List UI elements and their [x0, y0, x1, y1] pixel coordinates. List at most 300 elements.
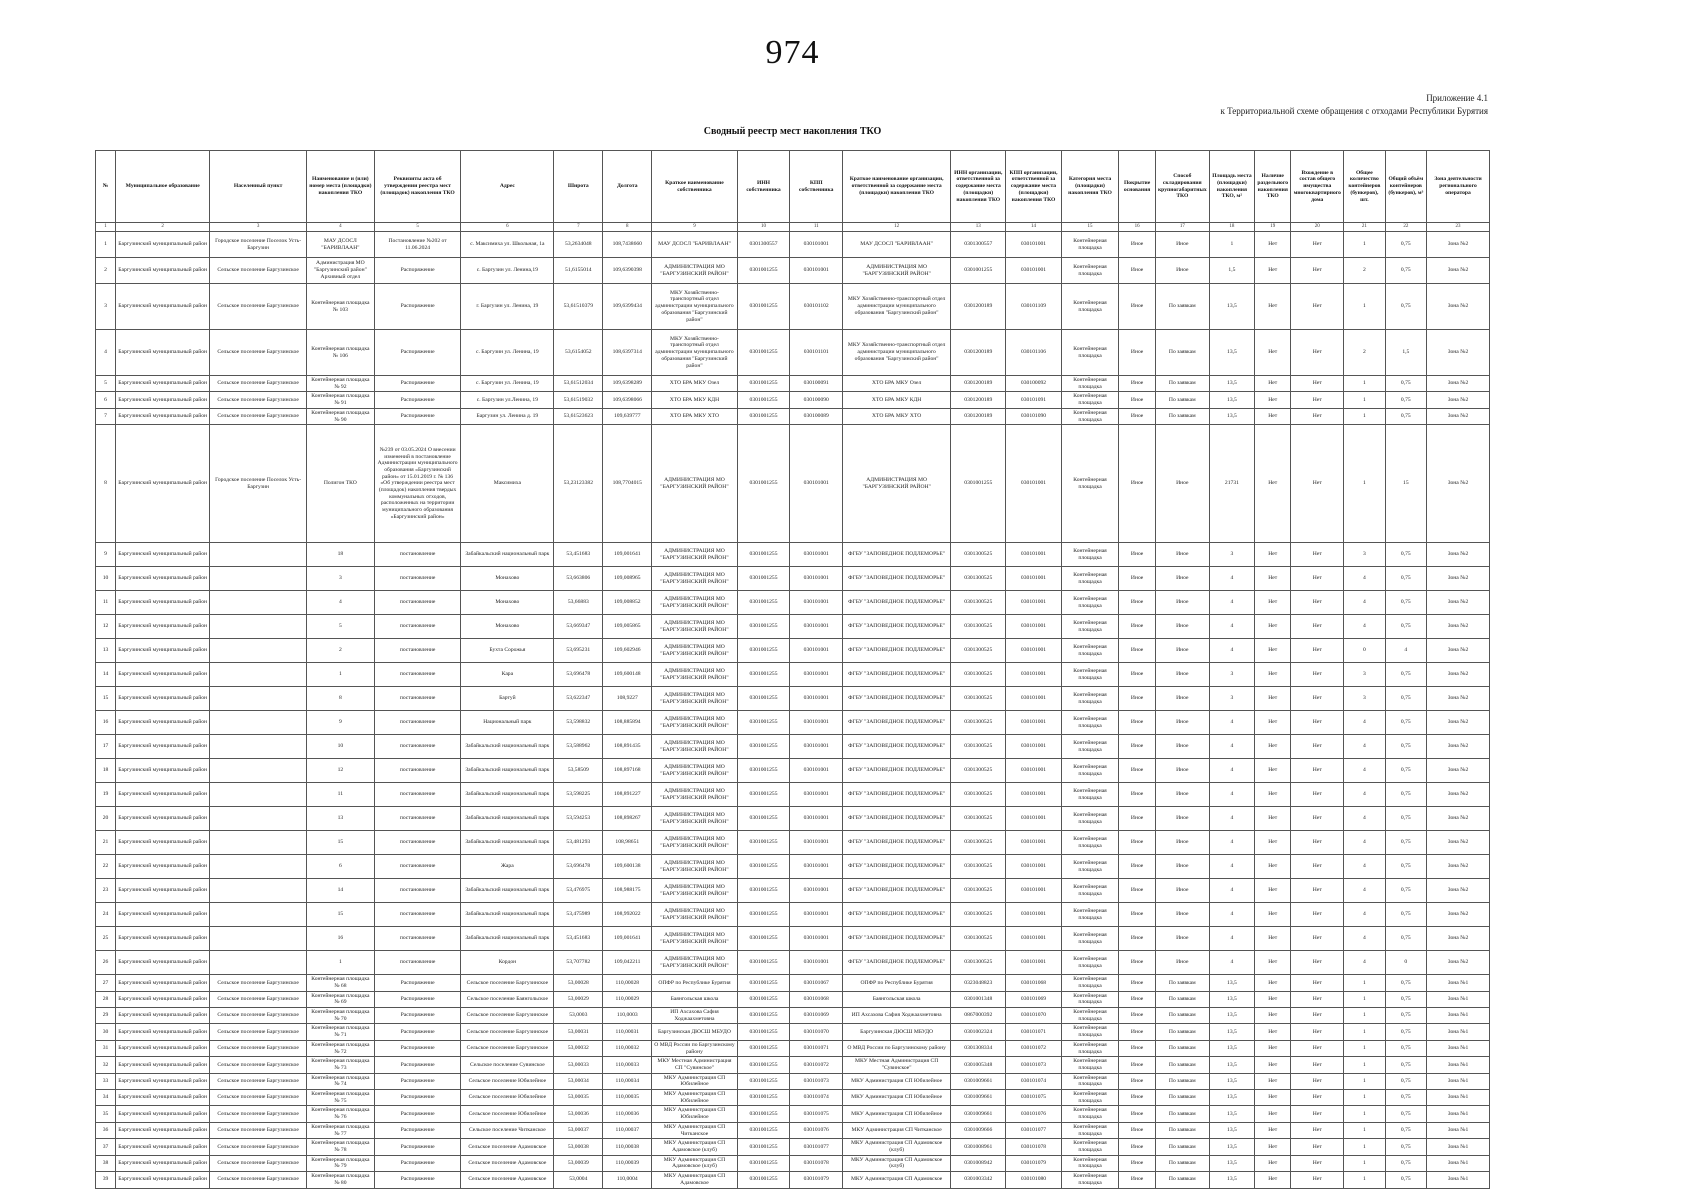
table-cell: 0301001255	[951, 425, 1006, 543]
table-cell: 3	[306, 567, 374, 591]
column-header: Краткое наименование собственника	[652, 151, 737, 223]
table-cell: 0301300525	[951, 639, 1006, 663]
table-cell: 0301009661	[951, 1073, 1006, 1089]
column-number-cell: 17	[1155, 223, 1209, 232]
table-cell: Нет	[1291, 392, 1344, 408]
table-cell: 4	[1209, 879, 1254, 903]
table-cell: Нет	[1255, 991, 1291, 1007]
table-cell: 0301001255	[737, 1155, 790, 1171]
table-cell: 110,00031	[603, 1024, 652, 1040]
table-cell: 15	[96, 687, 116, 711]
table-cell: 0301001255	[737, 783, 790, 807]
table-cell: 53,00029	[554, 991, 603, 1007]
table-cell: Нет	[1291, 639, 1344, 663]
table-cell: ФГБУ "ЗАПОВЕДНОЕ ПОДЛЕМОРЬЕ"	[843, 735, 951, 759]
table-cell: 13,5	[1209, 284, 1254, 330]
table-cell: Баргузинский муниципальный район	[116, 1024, 210, 1040]
table-cell: Контейнерная площадка	[1061, 1172, 1119, 1188]
table-cell: Контейнерная площадка	[1061, 232, 1119, 258]
table-cell: Иное	[1119, 639, 1155, 663]
table-cell: 030101001	[1006, 258, 1061, 284]
table-cell: Контейнерная площадка	[1061, 783, 1119, 807]
table-cell: 030101069	[790, 1008, 843, 1024]
table-cell: О МВД России по Баргузинскому району	[652, 1040, 737, 1056]
table-cell: 53,00028	[554, 975, 603, 991]
table-cell: Зона №2	[1427, 258, 1490, 284]
table-cell: 0301300557	[737, 232, 790, 258]
table-cell: Распоряжение	[374, 330, 461, 376]
table-cell: 1	[1344, 408, 1385, 424]
table-cell: Баргузинский муниципальный район	[116, 1155, 210, 1171]
table-cell: №239 от 03.05.2024 О внесении изменений в постановление Администрации муниципального образования «Баргузинский район» от 15.01.2019 г. № 136 «Об утверждении реестра мест (площадок) накопления твердых коммунальных отходов, расположенных на территории муниципального образования «Баргузинский район»	[374, 425, 461, 543]
table-cell: Нет	[1291, 615, 1344, 639]
table-cell: 53,695231	[554, 639, 603, 663]
table-cell: Баргузинский муниципальный район	[116, 831, 210, 855]
table-cell: Контейнерная площадка	[1061, 855, 1119, 879]
table-cell: 14	[306, 879, 374, 903]
table-cell: 36	[96, 1122, 116, 1138]
table-cell: Баргузинский муниципальный район	[116, 408, 210, 424]
table-cell: с. Баргузин ул. Ленина, 19	[461, 330, 554, 376]
table-cell: 4	[1344, 879, 1385, 903]
table-cell: 0,75	[1385, 1073, 1426, 1089]
table-cell: 030100089	[790, 408, 843, 424]
table-cell: 13,5	[1209, 330, 1254, 376]
table-cell: Иное	[1155, 735, 1209, 759]
table-cell: Нет	[1291, 975, 1344, 991]
table-cell: 0,75	[1385, 783, 1426, 807]
table-cell: 0301300525	[951, 951, 1006, 975]
table-cell: Иное	[1155, 759, 1209, 783]
table-cell: 109,6398289	[603, 376, 652, 392]
table-cell: АДМИНИСТРАЦИЯ МО "БАРГУЗИНСКИЙ РАЙОН"	[652, 759, 737, 783]
table-row	[96, 783, 1490, 807]
table-cell: 1	[1344, 425, 1385, 543]
table-cell: 4	[1209, 831, 1254, 855]
table-cell: Нет	[1255, 855, 1291, 879]
table-cell: постановление	[374, 831, 461, 855]
table-cell: Зона №1	[1427, 975, 1490, 991]
table-cell: 0301001255	[737, 735, 790, 759]
table-cell: АДМИНИСТРАЦИЯ МО "БАРГУЗИНСКИЙ РАЙОН"	[652, 807, 737, 831]
table-cell: Нет	[1255, 879, 1291, 903]
table-cell: По заявкам	[1155, 1057, 1209, 1073]
table-cell: МКУ Хозяйственно-транспортный отдел администрации муниципального образования "Баргузинский район"	[652, 284, 737, 330]
table-cell: постановление	[374, 663, 461, 687]
table-cell: Сельское поселение Баргузинское	[210, 1155, 307, 1171]
table-cell: ФГБУ "ЗАПОВЕДНОЕ ПОДЛЕМОРЬЕ"	[843, 567, 951, 591]
table-cell: 13,5	[1209, 376, 1254, 392]
table-cell: О МВД России по Баргузинскому району	[843, 1040, 951, 1056]
table-cell: Баргузинский муниципальный район	[116, 232, 210, 258]
table-cell: Баргузинский муниципальный район	[116, 903, 210, 927]
table-cell: 030101001	[790, 687, 843, 711]
table-cell: Зона №2	[1427, 567, 1490, 591]
table-cell: Контейнерная площадка № 79	[306, 1155, 374, 1171]
table-cell: Нет	[1255, 392, 1291, 408]
table-cell: 0,75	[1385, 284, 1426, 330]
table-cell: 25	[96, 927, 116, 951]
table-cell: 4	[1344, 615, 1385, 639]
table-cell: По заявкам	[1155, 1106, 1209, 1122]
table-cell: 0301001255	[737, 425, 790, 543]
table-cell: Бухта Сорожья	[461, 639, 554, 663]
table-cell: Максимиха	[461, 425, 554, 543]
table-cell: 53,61510379	[554, 284, 603, 330]
table-cell: Контейнерная площадка	[1061, 1122, 1119, 1138]
table-cell: Контейнерная площадка № 77	[306, 1122, 374, 1138]
table-cell: 030101001	[790, 663, 843, 687]
table-cell: 030101001	[1006, 711, 1061, 735]
table-cell: 27	[96, 975, 116, 991]
table-cell: Контейнерная площадка № 103	[306, 284, 374, 330]
table-cell: 10	[306, 735, 374, 759]
table-cell: Иное	[1155, 855, 1209, 879]
table-cell: Нет	[1255, 284, 1291, 330]
table-cell: Сельское поселение Баргузинское	[210, 975, 307, 991]
table-cell: 0301008942	[951, 1155, 1006, 1171]
table-cell: Зона №2	[1427, 376, 1490, 392]
table-cell: 0301001255	[737, 1172, 790, 1188]
table-cell: постановление	[374, 879, 461, 903]
table-cell: Нет	[1255, 615, 1291, 639]
table-cell: постановление	[374, 591, 461, 615]
table-cell: АДМИНИСТРАЦИЯ МО "БАРГУЗИНСКИЙ РАЙОН"	[652, 831, 737, 855]
table-cell: Баргузинский муниципальный район	[116, 1172, 210, 1188]
table-cell: Иное	[1119, 425, 1155, 543]
table-cell: 110,00033	[603, 1057, 652, 1073]
table-cell: Контейнерная площадка	[1061, 408, 1119, 424]
table-cell: МКУ Администрация СП Читканское	[652, 1122, 737, 1138]
table-cell: 1	[1209, 232, 1254, 258]
table-cell: 1	[1344, 1024, 1385, 1040]
table-cell: 0301001255	[737, 711, 790, 735]
table-cell: По заявкам	[1155, 1090, 1209, 1106]
table-cell: 0301001255	[737, 1008, 790, 1024]
table-cell: Распоряжение	[374, 1122, 461, 1138]
table-cell: Нет	[1255, 1008, 1291, 1024]
table-cell: Жара	[461, 855, 554, 879]
table-cell: 53,0003	[554, 1008, 603, 1024]
table-cell: Зона №2	[1427, 408, 1490, 424]
table-cell: 1	[1344, 1172, 1385, 1188]
table-cell: 030101068	[790, 991, 843, 1007]
table-cell: Иное	[1155, 258, 1209, 284]
table-row	[96, 1024, 1490, 1040]
table-cell: Зона №1	[1427, 1040, 1490, 1056]
column-number-cell: 9	[652, 223, 737, 232]
table-cell: Зона №2	[1427, 543, 1490, 567]
table-cell: 0301300525	[951, 591, 1006, 615]
table-cell: По заявкам	[1155, 1155, 1209, 1171]
table-cell: Иное	[1155, 831, 1209, 855]
table-cell: 4	[1344, 759, 1385, 783]
table-cell: Баргузинский муниципальный район	[116, 425, 210, 543]
table-cell: 13,5	[1209, 1040, 1254, 1056]
table-cell: АДМИНИСТРАЦИЯ МО "БАРГУЗИНСКИЙ РАЙОН"	[652, 639, 737, 663]
table-cell: Баргузинский муниципальный район	[116, 975, 210, 991]
column-number-cell: 10	[737, 223, 790, 232]
table-cell: Иное	[1119, 1106, 1155, 1122]
table-row	[96, 284, 1490, 330]
table-cell: Нет	[1291, 232, 1344, 258]
table-cell: МАУ ДСОСЛ "БАРИВЛААН"	[652, 232, 737, 258]
table-cell: Иное	[1119, 258, 1155, 284]
table-cell: Контейнерная площадка	[1061, 543, 1119, 567]
column-number-cell: 15	[1061, 223, 1119, 232]
table-cell: Баргузинский муниципальный район	[116, 376, 210, 392]
table-cell: 030101078	[1006, 1139, 1061, 1155]
table-cell: Баянгольская школа	[652, 991, 737, 1007]
table-cell: Зона №2	[1427, 284, 1490, 330]
table-cell: 29	[96, 1008, 116, 1024]
table-cell: 0,75	[1385, 855, 1426, 879]
table-cell: 030101069	[1006, 991, 1061, 1007]
table-cell: постановление	[374, 759, 461, 783]
table-cell: 030101075	[790, 1106, 843, 1122]
table-cell: постановление	[374, 639, 461, 663]
table-cell: Баргузинский муниципальный район	[116, 951, 210, 975]
table-cell: Нет	[1291, 330, 1344, 376]
table-cell: Сельское поселение Баргузинское	[210, 1139, 307, 1155]
table-cell: 030101001	[790, 759, 843, 783]
table-cell: 4	[1209, 759, 1254, 783]
column-number-cell: 19	[1255, 223, 1291, 232]
table-cell: Распоряжение	[374, 1008, 461, 1024]
table-cell: Контейнерная площадка	[1061, 1040, 1119, 1056]
table-cell: По заявкам	[1155, 1040, 1209, 1056]
table-cell: 53,2634048	[554, 232, 603, 258]
table-cell: Иное	[1155, 543, 1209, 567]
table-cell: Сельское поселение Баргузинское	[210, 408, 307, 424]
table-cell: Зона №2	[1427, 232, 1490, 258]
table-row	[96, 687, 1490, 711]
table-cell: 3	[1209, 543, 1254, 567]
table-cell: 0,75	[1385, 567, 1426, 591]
table-cell: 030101078	[790, 1155, 843, 1171]
table-cell: 34	[96, 1090, 116, 1106]
table-cell: 1	[1344, 1090, 1385, 1106]
table-cell: 13,5	[1209, 392, 1254, 408]
table-cell: 0,75	[1385, 1155, 1426, 1171]
table-cell: Иное	[1155, 639, 1209, 663]
table-cell: Нет	[1255, 663, 1291, 687]
table-cell: Иное	[1119, 783, 1155, 807]
table-cell: 0301300525	[951, 831, 1006, 855]
table-cell: 030101001	[1006, 927, 1061, 951]
table-row	[96, 1008, 1490, 1024]
table-cell: Нет	[1255, 258, 1291, 284]
table-cell: Городское поселение Поселок Усть-Баргузин	[210, 425, 307, 543]
table-cell: 030101073	[1006, 1057, 1061, 1073]
table-cell: Баргузинский муниципальный район	[116, 1040, 210, 1056]
table-cell: 0,75	[1385, 759, 1426, 783]
table-cell: Контейнерная площадка	[1061, 392, 1119, 408]
table-cell: 030101001	[790, 855, 843, 879]
table-cell: Иное	[1155, 567, 1209, 591]
table-cell: Монахово	[461, 567, 554, 591]
table-cell: Иное	[1119, 831, 1155, 855]
table-cell: 0,75	[1385, 543, 1426, 567]
table-cell: 108,885894	[603, 711, 652, 735]
table-cell: 0301001255	[737, 951, 790, 975]
table-cell: МКУ Администрация СП Читканское	[843, 1122, 951, 1138]
table-cell: 13,5	[1209, 1073, 1254, 1089]
table-cell: 9	[306, 711, 374, 735]
table-cell: 1,5	[1209, 258, 1254, 284]
table-cell: МКУ Администрация СП Адамовское	[652, 1172, 737, 1188]
table-cell: Баргузинский муниципальный район	[116, 639, 210, 663]
table-cell: 030101001	[1006, 783, 1061, 807]
table-cell: 0301300525	[951, 879, 1006, 903]
table-row	[96, 1122, 1490, 1138]
table-cell: Национальный парк	[461, 711, 554, 735]
table-cell: АДМИНИСТРАЦИЯ МО "БАРГУЗИНСКИЙ РАЙОН"	[652, 258, 737, 284]
table-cell: Нет	[1291, 408, 1344, 424]
table-cell: 030101001	[790, 831, 843, 855]
table-cell: Сельское поселение Баргузинское	[210, 1106, 307, 1122]
table-cell: 0301001255	[737, 408, 790, 424]
table-cell: 0,75	[1385, 1024, 1426, 1040]
table-cell: 0301001255	[737, 975, 790, 991]
column-number-cell: 7	[554, 223, 603, 232]
table-cell: 110,00035	[603, 1090, 652, 1106]
doc-title: Сводный реестр мест накопления ТКО	[703, 126, 882, 137]
table-cell: Контейнерная площадка № 75	[306, 1090, 374, 1106]
table-cell: 53,588962	[554, 735, 603, 759]
table-cell: Забайкальский национальный парк	[461, 735, 554, 759]
table-cell: Сельское поселение Сувинское	[461, 1057, 554, 1073]
table-cell: Зона №2	[1427, 639, 1490, 663]
table-cell: 0	[1344, 639, 1385, 663]
table-cell: 53,0004	[554, 1172, 603, 1188]
table-cell: ФГБУ "ЗАПОВЕДНОЕ ПОДЛЕМОРЬЕ"	[843, 879, 951, 903]
table-cell: Нет	[1255, 807, 1291, 831]
table-cell: 108,7438660	[603, 232, 652, 258]
table-cell	[210, 711, 307, 735]
table-cell: Сельское поселение Баргузинское	[210, 1122, 307, 1138]
table-cell: Баргузинский муниципальный район	[116, 687, 210, 711]
table-cell: МКУ Администрация СП Юбилейное	[652, 1106, 737, 1122]
column-number-cell: 16	[1119, 223, 1155, 232]
table-cell: Иное	[1119, 408, 1155, 424]
table-cell: 110,00029	[603, 991, 652, 1007]
table-cell: 0,75	[1385, 663, 1426, 687]
table-cell: Контейнерная площадка № 90	[306, 408, 374, 424]
table-cell: 030101001	[1006, 591, 1061, 615]
table-cell: Нет	[1255, 567, 1291, 591]
table-cell: 2	[1344, 330, 1385, 376]
table-cell: 0301001255	[737, 591, 790, 615]
table-cell: Городское поселение Поселок Усть-Баргузин	[210, 232, 307, 258]
table-cell: По заявкам	[1155, 1073, 1209, 1089]
table-cell: Баргузинский муниципальный район	[116, 783, 210, 807]
column-header: Долгота	[603, 151, 652, 223]
table-cell: 030101102	[790, 284, 843, 330]
table-cell: Баргузинский муниципальный район	[116, 1057, 210, 1073]
table-cell: АДМИНИСТРАЦИЯ МО "БАРГУЗИНСКИЙ РАЙОН"	[652, 927, 737, 951]
table-cell: Баргузинский муниципальный район	[116, 927, 210, 951]
table-cell: 1,5	[1385, 330, 1426, 376]
table-cell: 53,622347	[554, 687, 603, 711]
table-cell: Нет	[1291, 687, 1344, 711]
table-cell: 1	[306, 951, 374, 975]
table-cell: Нет	[1291, 831, 1344, 855]
table-row	[96, 615, 1490, 639]
table-cell: 0301200189	[951, 392, 1006, 408]
table-cell: 030101001	[790, 232, 843, 258]
table-cell: Зона №2	[1427, 855, 1490, 879]
table-cell: 030101001	[1006, 807, 1061, 831]
table-cell: Нет	[1291, 1040, 1344, 1056]
column-number-cell: 23	[1427, 223, 1490, 232]
table-row	[96, 330, 1490, 376]
table-cell: 030101001	[1006, 735, 1061, 759]
table-cell: Контейнерная площадка № 78	[306, 1139, 374, 1155]
header-row	[96, 151, 1490, 223]
table-cell: Контейнерная площадка № 92	[306, 376, 374, 392]
table-cell: 110,00028	[603, 975, 652, 991]
table-cell: 0,75	[1385, 1122, 1426, 1138]
table-cell: Распоряжение	[374, 975, 461, 991]
table-cell: 030101001	[1006, 687, 1061, 711]
column-number-cell: 21	[1344, 223, 1385, 232]
table-cell: 0301001255	[737, 258, 790, 284]
table-cell: 109,602946	[603, 639, 652, 663]
table-cell: АДМИНИСТРАЦИЯ МО "БАРГУЗИНСКИЙ РАЙОН"	[652, 663, 737, 687]
table-cell	[210, 807, 307, 831]
table-cell: 30	[96, 1024, 116, 1040]
table-cell: Контейнерная площадка № 71	[306, 1024, 374, 1040]
table-cell: 4	[1209, 903, 1254, 927]
table-cell: постановление	[374, 807, 461, 831]
table-cell: 030101077	[790, 1139, 843, 1155]
table-cell: 030101001	[1006, 663, 1061, 687]
table-cell: 53,696478	[554, 855, 603, 879]
table-cell: 53,6154052	[554, 330, 603, 376]
table-cell: Нет	[1291, 567, 1344, 591]
table-cell: 15	[1385, 425, 1426, 543]
table-cell: АДМИНИСТРАЦИЯ МО "БАРГУЗИНСКИЙ РАЙОН"	[843, 425, 951, 543]
table-cell: Контейнерная площадка	[1061, 567, 1119, 591]
table-cell: Иное	[1119, 1008, 1155, 1024]
table-cell: Нет	[1255, 1073, 1291, 1089]
table-cell: Контейнерная площадка	[1061, 1057, 1119, 1073]
table-cell: ХТО БРА МКУ ХТО	[652, 408, 737, 424]
table-cell: Сельское поселение Баргузинское	[210, 1057, 307, 1073]
table-cell: Распоряжение	[374, 258, 461, 284]
table-cell: 13,5	[1209, 1057, 1254, 1073]
table-cell: Баргузинский муниципальный район	[116, 567, 210, 591]
table-cell: Сельское поселение Юбилейное	[461, 1073, 554, 1089]
table-cell: 53,669347	[554, 615, 603, 639]
table-cell: 4	[1209, 855, 1254, 879]
table-cell: ХТО БРА МКУ ХТО	[843, 408, 951, 424]
table-cell: с. Баргузин ул. Ленина,19	[461, 258, 554, 284]
table-cell: Контейнерная площадка	[1061, 1090, 1119, 1106]
table-cell: 0301001255	[737, 807, 790, 831]
table-cell: Зона №1	[1427, 1057, 1490, 1073]
table-cell: Баргузинский муниципальный район	[116, 1090, 210, 1106]
table-cell: Контейнерная площадка	[1061, 1139, 1119, 1155]
table-cell: Нет	[1291, 759, 1344, 783]
table-cell: 110,00039	[603, 1155, 652, 1171]
table-cell: АДМИНИСТРАЦИЯ МО "БАРГУЗИНСКИЙ РАЙОН"	[652, 735, 737, 759]
table-cell: Баргузинский муниципальный район	[116, 392, 210, 408]
table-cell: 0323048823	[951, 975, 1006, 991]
table-row	[96, 591, 1490, 615]
table-cell: Кордон	[461, 951, 554, 975]
